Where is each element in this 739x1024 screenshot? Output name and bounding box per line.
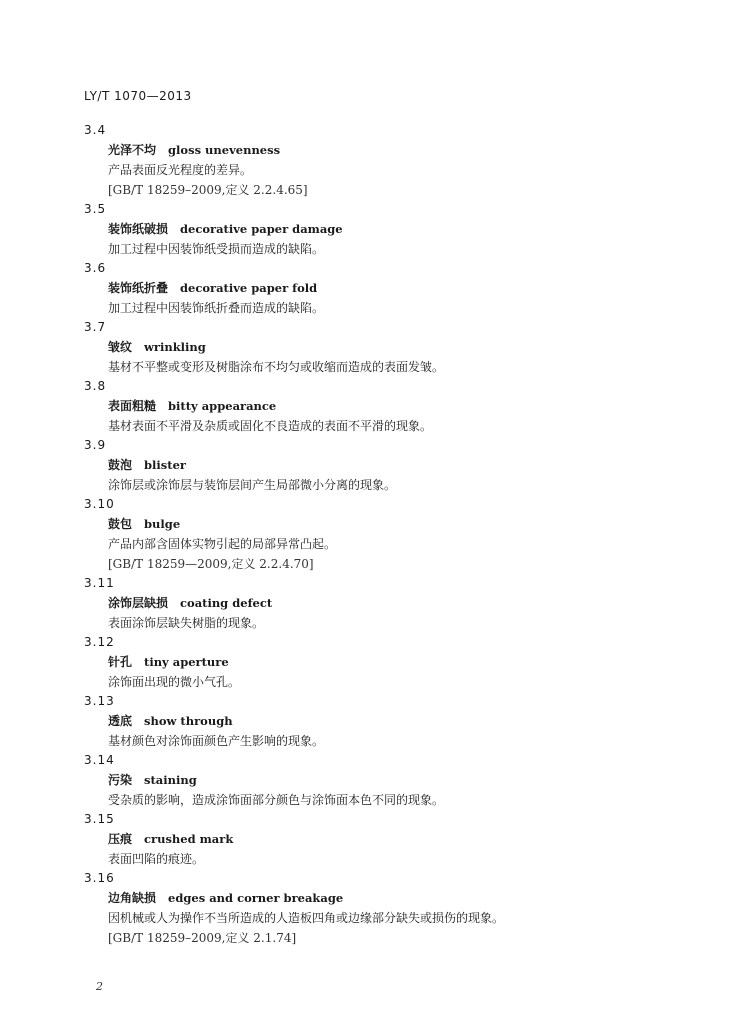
term-definition: 加工过程中因装饰纸受损而造成的缺陷。 (108, 242, 325, 256)
term-definition: 基材颜色对涂饰面颜色产生影响的现象。 (108, 734, 325, 748)
term-entry (84, 692, 684, 751)
clause-number: 3.4 (84, 123, 107, 137)
term-english: bitty appearance (168, 399, 277, 413)
term-definition: 表面凹陷的痕迹。 (108, 852, 205, 866)
clause-number: 3.15 (84, 812, 115, 826)
page-number: 2 (96, 980, 103, 993)
term-definition: 加工过程中因装饰纸折叠而造成的缺陷。 (108, 301, 325, 315)
term-definition: 表面涂饰层缺失树脂的现象。 (108, 616, 265, 630)
clause-number: 3.11 (84, 576, 115, 590)
clause-number: 3.9 (84, 438, 107, 452)
term-definition: 产品表面反光程度的差异。 (108, 163, 253, 177)
term-heading (108, 593, 684, 613)
term-chinese: 皱纹 (108, 340, 133, 354)
term-chinese: 光泽不均 (108, 143, 157, 157)
term-chinese: 针孔 (108, 655, 133, 669)
term-definition: 基材表面不平滑及杂质或固化不良造成的表面不平滑的现象。 (108, 419, 433, 433)
term-english: show through (144, 714, 233, 728)
term-definition: 涂饰层或涂饰层与装饰层间产生局部微小分离的现象。 (108, 478, 397, 492)
term-heading (108, 278, 684, 298)
term-entry (84, 121, 684, 200)
term-definition: 基材不平整或变形及树脂涂布不均匀或收缩而造成的表面发皱。 (108, 360, 445, 374)
terms-list (84, 121, 684, 948)
term-heading (108, 770, 684, 790)
term-entry (84, 495, 684, 574)
term-chinese: 表面粗糙 (108, 399, 157, 413)
term-heading (108, 514, 684, 534)
clause-number: 3.12 (84, 635, 115, 649)
term-heading (108, 337, 684, 357)
term-english: crushed mark (144, 832, 234, 846)
term-english: decorative paper damage (180, 222, 343, 236)
term-entry (84, 200, 684, 259)
term-english: gloss unevenness (168, 143, 281, 157)
clause-number: 3.6 (84, 261, 107, 275)
term-heading (108, 888, 684, 908)
term-chinese: 透底 (108, 714, 133, 728)
term-definition: 因机械或人为操作不当所造成的人造板四角或边缘部分缺失或损伤的现象。 (108, 911, 505, 925)
term-heading (108, 396, 684, 416)
clause-number: 3.10 (84, 497, 115, 511)
term-english: coating defect (180, 596, 273, 610)
term-english: edges and corner breakage (168, 891, 344, 905)
term-english: blister (144, 458, 186, 472)
clause-number: 3.8 (84, 379, 107, 393)
term-entry (84, 574, 684, 633)
term-heading (108, 140, 684, 160)
term-entry (84, 751, 684, 810)
term-definition: 产品内部含固体实物引起的局部异常凸起。 (108, 537, 337, 551)
term-english: staining (144, 773, 197, 787)
clause-number: 3.5 (84, 202, 107, 216)
clause-number: 3.14 (84, 753, 115, 767)
term-reference: [GB/T 18259–2009,定义 2.2.4.65] (108, 183, 308, 197)
term-chinese: 装饰纸破损 (108, 222, 169, 236)
term-heading (108, 652, 684, 672)
term-chinese: 压痕 (108, 832, 133, 846)
term-heading (108, 829, 684, 849)
clause-number: 3.13 (84, 694, 115, 708)
term-reference: [GB/T 18259–2009,定义 2.1.74] (108, 931, 297, 945)
term-heading (108, 711, 684, 731)
term-entry (84, 633, 684, 692)
term-chinese: 涂饰层缺损 (108, 596, 169, 610)
clause-number: 3.7 (84, 320, 107, 334)
term-entry (84, 810, 684, 869)
term-reference: [GB/T 18259—2009,定义 2.2.4.70] (108, 557, 314, 571)
term-entry (84, 436, 684, 495)
clause-number: 3.16 (84, 871, 115, 885)
term-english: decorative paper fold (180, 281, 318, 295)
term-chinese: 边角缺损 (108, 891, 157, 905)
term-chinese: 装饰纸折叠 (108, 281, 169, 295)
term-definition: 受杂质的影响，造成涂饰面部分颜色与涂饰面本色不同的现象。 (108, 793, 445, 807)
standard-code-header: LY/T 1070—2013 (84, 89, 192, 103)
term-definition: 涂饰面出现的微小气孔。 (108, 675, 241, 689)
term-entry (84, 318, 684, 377)
term-heading (108, 219, 684, 239)
term-entry (84, 377, 684, 436)
term-english: bulge (144, 517, 181, 531)
term-chinese: 鼓包 (108, 517, 133, 531)
term-english: tiny aperture (144, 655, 229, 669)
term-english: wrinkling (144, 340, 206, 354)
term-entry (84, 869, 684, 948)
term-chinese: 鼓泡 (108, 458, 133, 472)
term-entry (84, 259, 684, 318)
term-chinese: 污染 (108, 773, 133, 787)
term-heading (108, 455, 684, 475)
